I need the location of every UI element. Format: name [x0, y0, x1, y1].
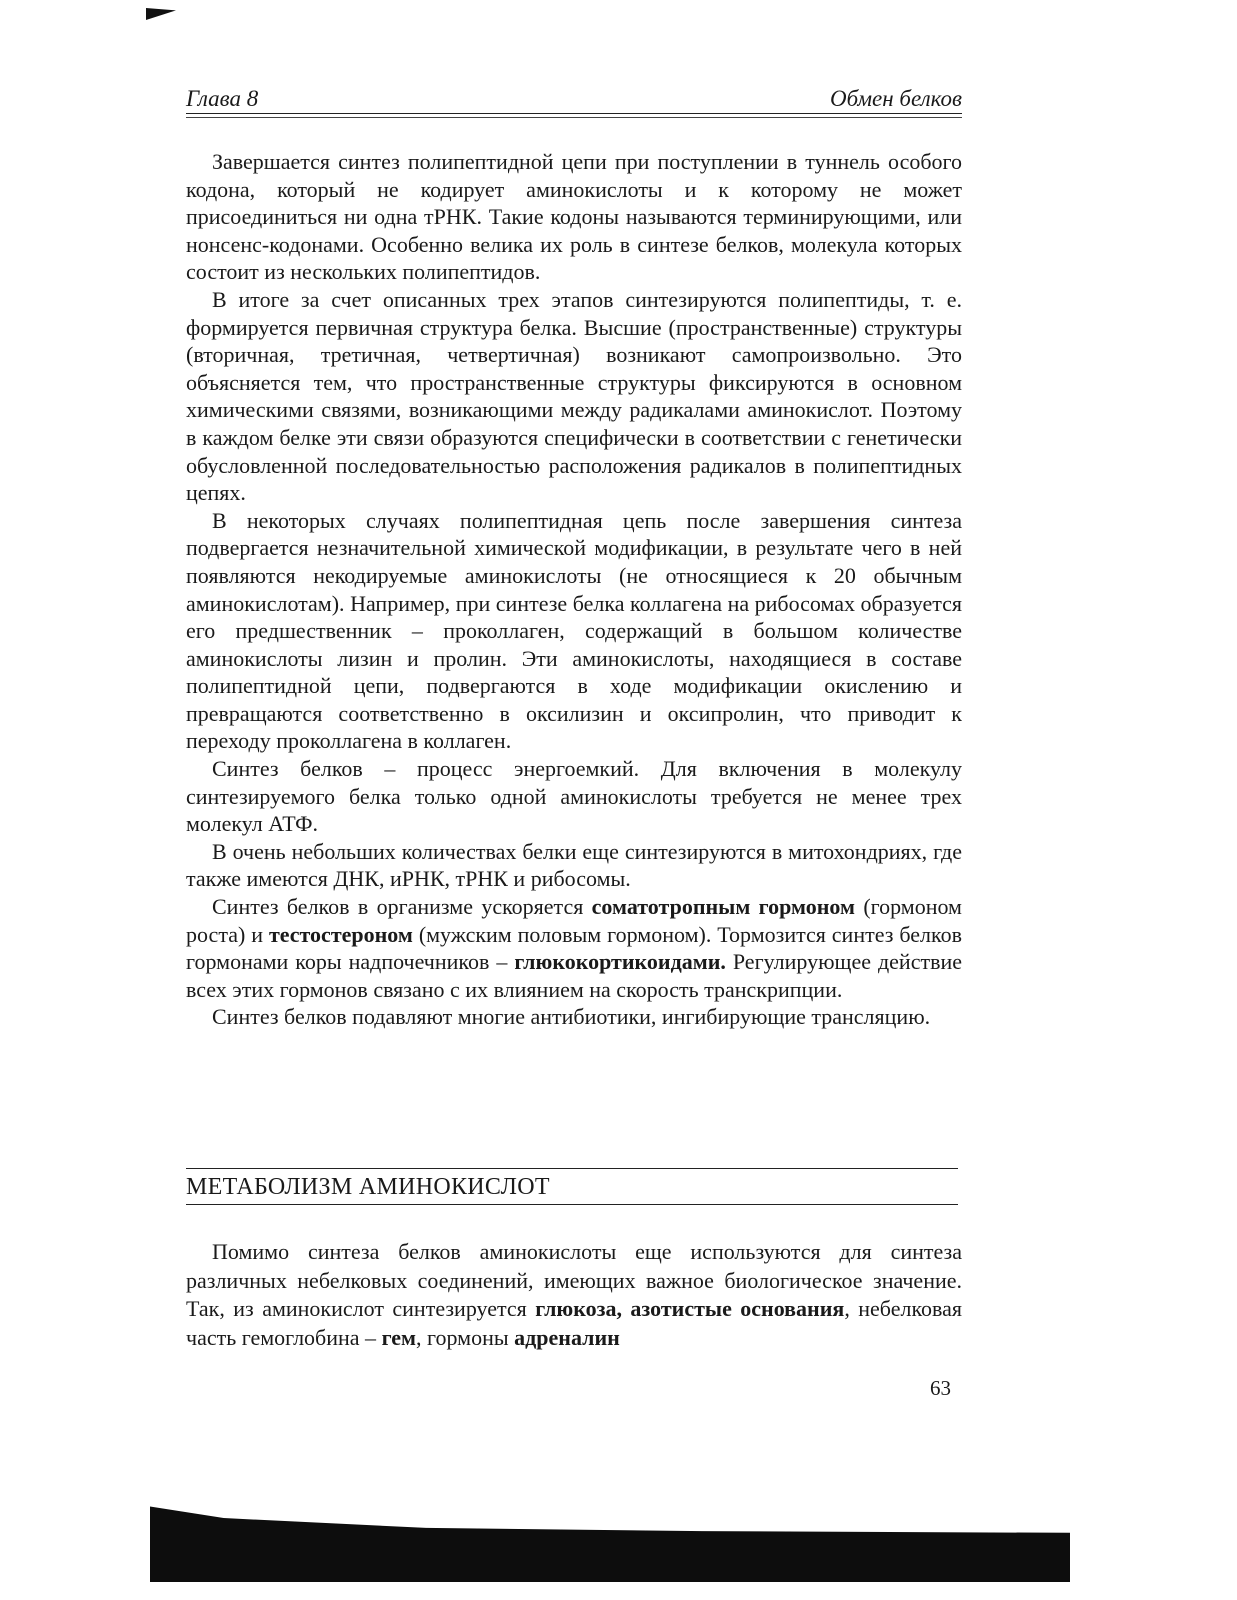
section-label: Обмен белков [830, 86, 962, 111]
text-run: (мужским половым гормоном). Тормозится синтез белков гормонами коры надпочечников – [186, 921, 962, 975]
section-heading: МЕТАБОЛИЗМ АМИНОКИСЛОТ [186, 1174, 550, 1200]
bold-term: тестостероном [268, 921, 413, 947]
bold-term: глюкокортикоидами. [514, 949, 726, 975]
heading-rule-top [186, 1168, 958, 1169]
scan-corner-mark [146, 8, 176, 20]
text-run: , гормоны [416, 1324, 515, 1350]
bold-term: глюкоза, азотистые основания [535, 1296, 845, 1321]
section-heading-block [186, 1162, 958, 1212]
heading-rule-bottom [186, 1204, 958, 1205]
bold-term: гем [381, 1324, 417, 1350]
main-text [186, 148, 962, 1031]
paragraph: В итоге за счет описанных трех этапов синтезируются полипептиды, т. е. формируется первичная структура белка. Высшие (пространственные) структуры (вторичная, третичная, четвертичная) возникают самопроизвольно. Это объясняется тем, что пространственные структуры фиксируются в основном химическими связями, возникающими между радикалами аминокислот. Поэтому в каждом белке эти связи образуются специфически в соответствии с генетически обусловленной последовательностью расположения радикалов в полипептидных цепях. [186, 286, 962, 506]
page-number: 63 [930, 1376, 951, 1400]
header-rule-secondary [186, 117, 962, 118]
bold-term: соматотропным гормоном [591, 894, 855, 920]
chapter-label: Глава 8 [186, 86, 259, 111]
header-rule [186, 113, 962, 114]
running-header [186, 82, 962, 122]
text-run: Регулирующее действие всех этих гормонов связано с их влиянием на скорость транскрипции. [186, 949, 962, 1002]
amino-paragraph [186, 1238, 962, 1352]
text-run: (гормоном роста) и [186, 894, 962, 947]
paragraph: Завершается синтез полипептидной цепи при поступлении в туннель особого кодона, который не кодирует аминокислоты и к которому не может присоединиться ни одна тРНК. Такие кодоны называются терминирующими, или нонсенс-кодонами. Особенно велика их роль в синтезе белков, молекула которых состоит из нескольких полипептидов. [186, 149, 962, 285]
text-run: Синтез белков в организме ускоряется [212, 894, 592, 920]
paragraph: Синтез белков подавляют многие антибиотики, ингибирующие трансляцию. [212, 1004, 931, 1030]
section-text [186, 1238, 962, 1352]
paragraph: В очень небольших количествах белки еще синтезируются в митохондриях, где также имеются ДНК, иРНК, тРНК и рибосомы. [186, 838, 962, 892]
hormone-paragraph [186, 893, 962, 1003]
text-run: Помимо синтеза белков аминокислоты еще используются для синтеза различных небелковых соединений, имеющих важное биологическое значение. Так, из аминокислот синтезируется [186, 1239, 962, 1321]
bold-term: адреналин [514, 1324, 620, 1350]
paragraph: В некоторых случаях полипептидная цепь после завершения синтеза подвергается незначительной химической модификации, в результате чего в ней появляются некодируемые аминокислоты (не относящиеся к 20 обычным аминокислотам). Например, при синтезе белка коллагена на рибосомах образуется его предшественник – проколлаген, содержащий в большом количестве аминокислоты лизин и пролин. Эти аминокислоты, находящиеся в составе полипептидной цепи, подвергаются в ходе модификации окислению и превращаются соответственно в оксилизин и оксипролин, что приводит к переходу проколлагена в коллаген. [186, 507, 962, 754]
text-run: , небелковая часть гемоглобина – [186, 1296, 962, 1350]
paragraph: Синтез белков – процесс энергоемкий. Для включения в молекулу синтезируемого белка только одной аминокислоты требуется не менее трех молекул АТФ. [186, 756, 962, 837]
scan-edge-shadow [150, 1500, 1070, 1582]
